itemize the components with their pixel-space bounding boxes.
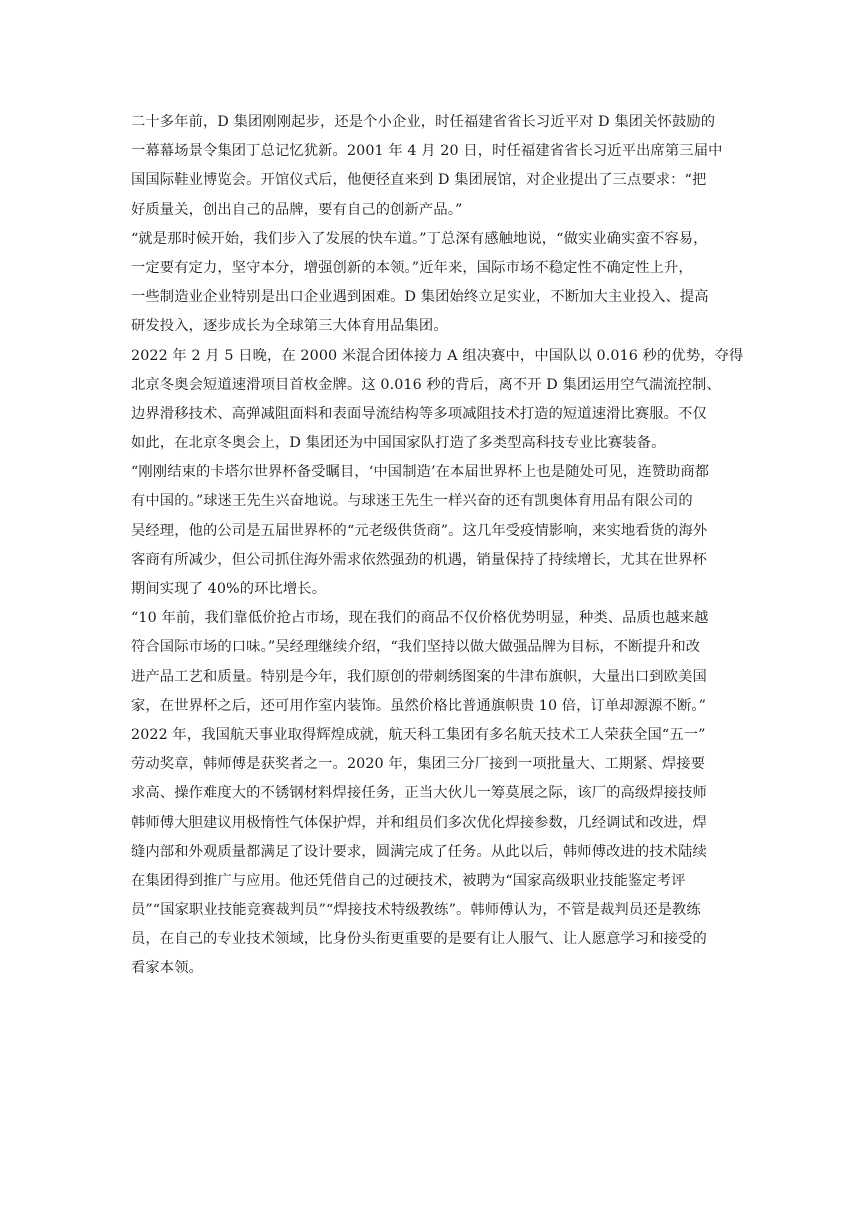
text-line: 看家本领。 <box>131 960 203 977</box>
text-line: 二十多年前，D 集团刚刚起步，还是个小企业，时任福建省省长习近平对 D 集团关怀鼓励的 <box>131 114 716 130</box>
text-line: 边界滑移技术、高弹减阻面料和表面导流结构等多项减阻技术打造的短道速滑比赛服。不仅 <box>131 405 707 422</box>
article-body <box>131 108 781 984</box>
text-line: 如此，在北京冬奥会上，D 集团还为中国国家队打造了多类型高科技专业比赛装备。 <box>131 435 666 452</box>
text-line: 员”“国家职业技能竞赛裁判员”“焊接技术特级教练”。韩师傅认为，不管是裁判员还是教练 <box>131 902 701 919</box>
text-line: 符合国际市场的口味。”吴经理继续介绍，“我们坚持以做大做强品牌为目标，不断提升和改 <box>131 639 701 656</box>
text-line: “10 年前，我们靠低价抢占市场，现在我们的商品不仅价格优势明显，种类、品质也越来越 <box>131 610 709 627</box>
text-line: 好质量关，创出自己的品牌，要有自己的创新产品。” <box>131 201 463 218</box>
text-line: 韩师傅大胆建议用极惰性气体保护焊，并和组员们多次优化焊接参数，几经调试和改进，焊 <box>131 814 707 831</box>
text-line: 一些制造业企业特别是出口企业遇到困难。D 集团始终立足实业，不断加大主业投入、提高 <box>131 289 709 306</box>
text-line: 国国际鞋业博览会。开馆仪式后，他便径直来到 D 集团展馆，对企业提出了三点要求：“把 <box>131 172 707 189</box>
text-line: 在集团得到推广与应用。他还凭借自己的过硬技术，被聘为“国家高级职业技能鉴定考评 <box>131 872 686 889</box>
text-line: 求高、操作难度大的不锈钢材料焊接任务，正当大伙儿一筹莫展之际，该厂的高级焊接技师 <box>131 785 707 802</box>
text-line: 2022 年 2 月 5 日晚，在 2000 米混合团体接力 A 组决赛中，中国队以 0.016 秒的优势，夺得 <box>131 347 744 364</box>
text-line: 进产品工艺和质量。特别是今年，我们原创的带刺绣图案的牛津布旗帜，大量出口到欧美国 <box>131 668 707 685</box>
text-line: 劳动奖章，韩师傅是获奖者之一。2020 年，集团三分厂接到一项批量大、工期紧、焊接要 <box>131 756 706 773</box>
text-line: 家，在世界杯之后，还可用作室内装饰。虽然价格比普通旗帜贵 10 倍，订单却源源不断。” <box>131 697 707 714</box>
text-line: 有中国的。”球迷王先生兴奋地说。与球迷王先生一样兴奋的还有凯奥体育用品有限公司的 <box>131 493 693 510</box>
text-line: “就是那时候开始，我们步入了发展的快车道。”丁总深有感触地说，“做实业确实蛮不容易， <box>131 230 708 247</box>
text-line: 期间实现了 40%的环比增长。 <box>131 581 327 597</box>
text-line: 员，在自己的专业技术领域，比身份头衔更重要的是要有让人服气、让人愿意学习和接受的 <box>131 931 707 948</box>
text-line: 2022 年，我国航天事业取得辉煌成就，航天科工集团有多名航天技术工人荣获全国“五一” <box>131 726 706 743</box>
text-line: “刚刚结束的卡塔尔世界杯备受瞩目，‘中国制造’在本届世界杯上也是随处可见，连赞助商都 <box>131 464 710 481</box>
text-line: 缝内部和外观质量都满足了设计要求，圆满完成了任务。从此以后，韩师傅改进的技术陆续 <box>131 843 707 860</box>
text-line: 北京冬奥会短道速滑项目首枚金牌。这 0.016 秒的背后，离不开 D 集团运用空气湍流控制、 <box>131 376 721 393</box>
text-line: 吴经理，他的公司是五届世界杯的“元老级供货商”。这几年受疫情影响，来实地看货的海外 <box>131 522 708 539</box>
text-line: 一幕幕场景令集团丁总记忆犹新。2001 年 4 月 20 日，时任福建省省长习近平出席第三届中 <box>131 143 723 160</box>
text-line: 一定要有定力，坚守本分，增强创新的本领。”近年来，国际市场不稳定性不确定性上升， <box>131 259 693 276</box>
text-line: 客商有所减少，但公司抓住海外需求依然强劲的机遇，销量保持了持续增长，尤其在世界杯 <box>131 551 707 568</box>
text-line: 研发投入，逐步成长为全球第三大体育用品集团。 <box>131 318 448 335</box>
